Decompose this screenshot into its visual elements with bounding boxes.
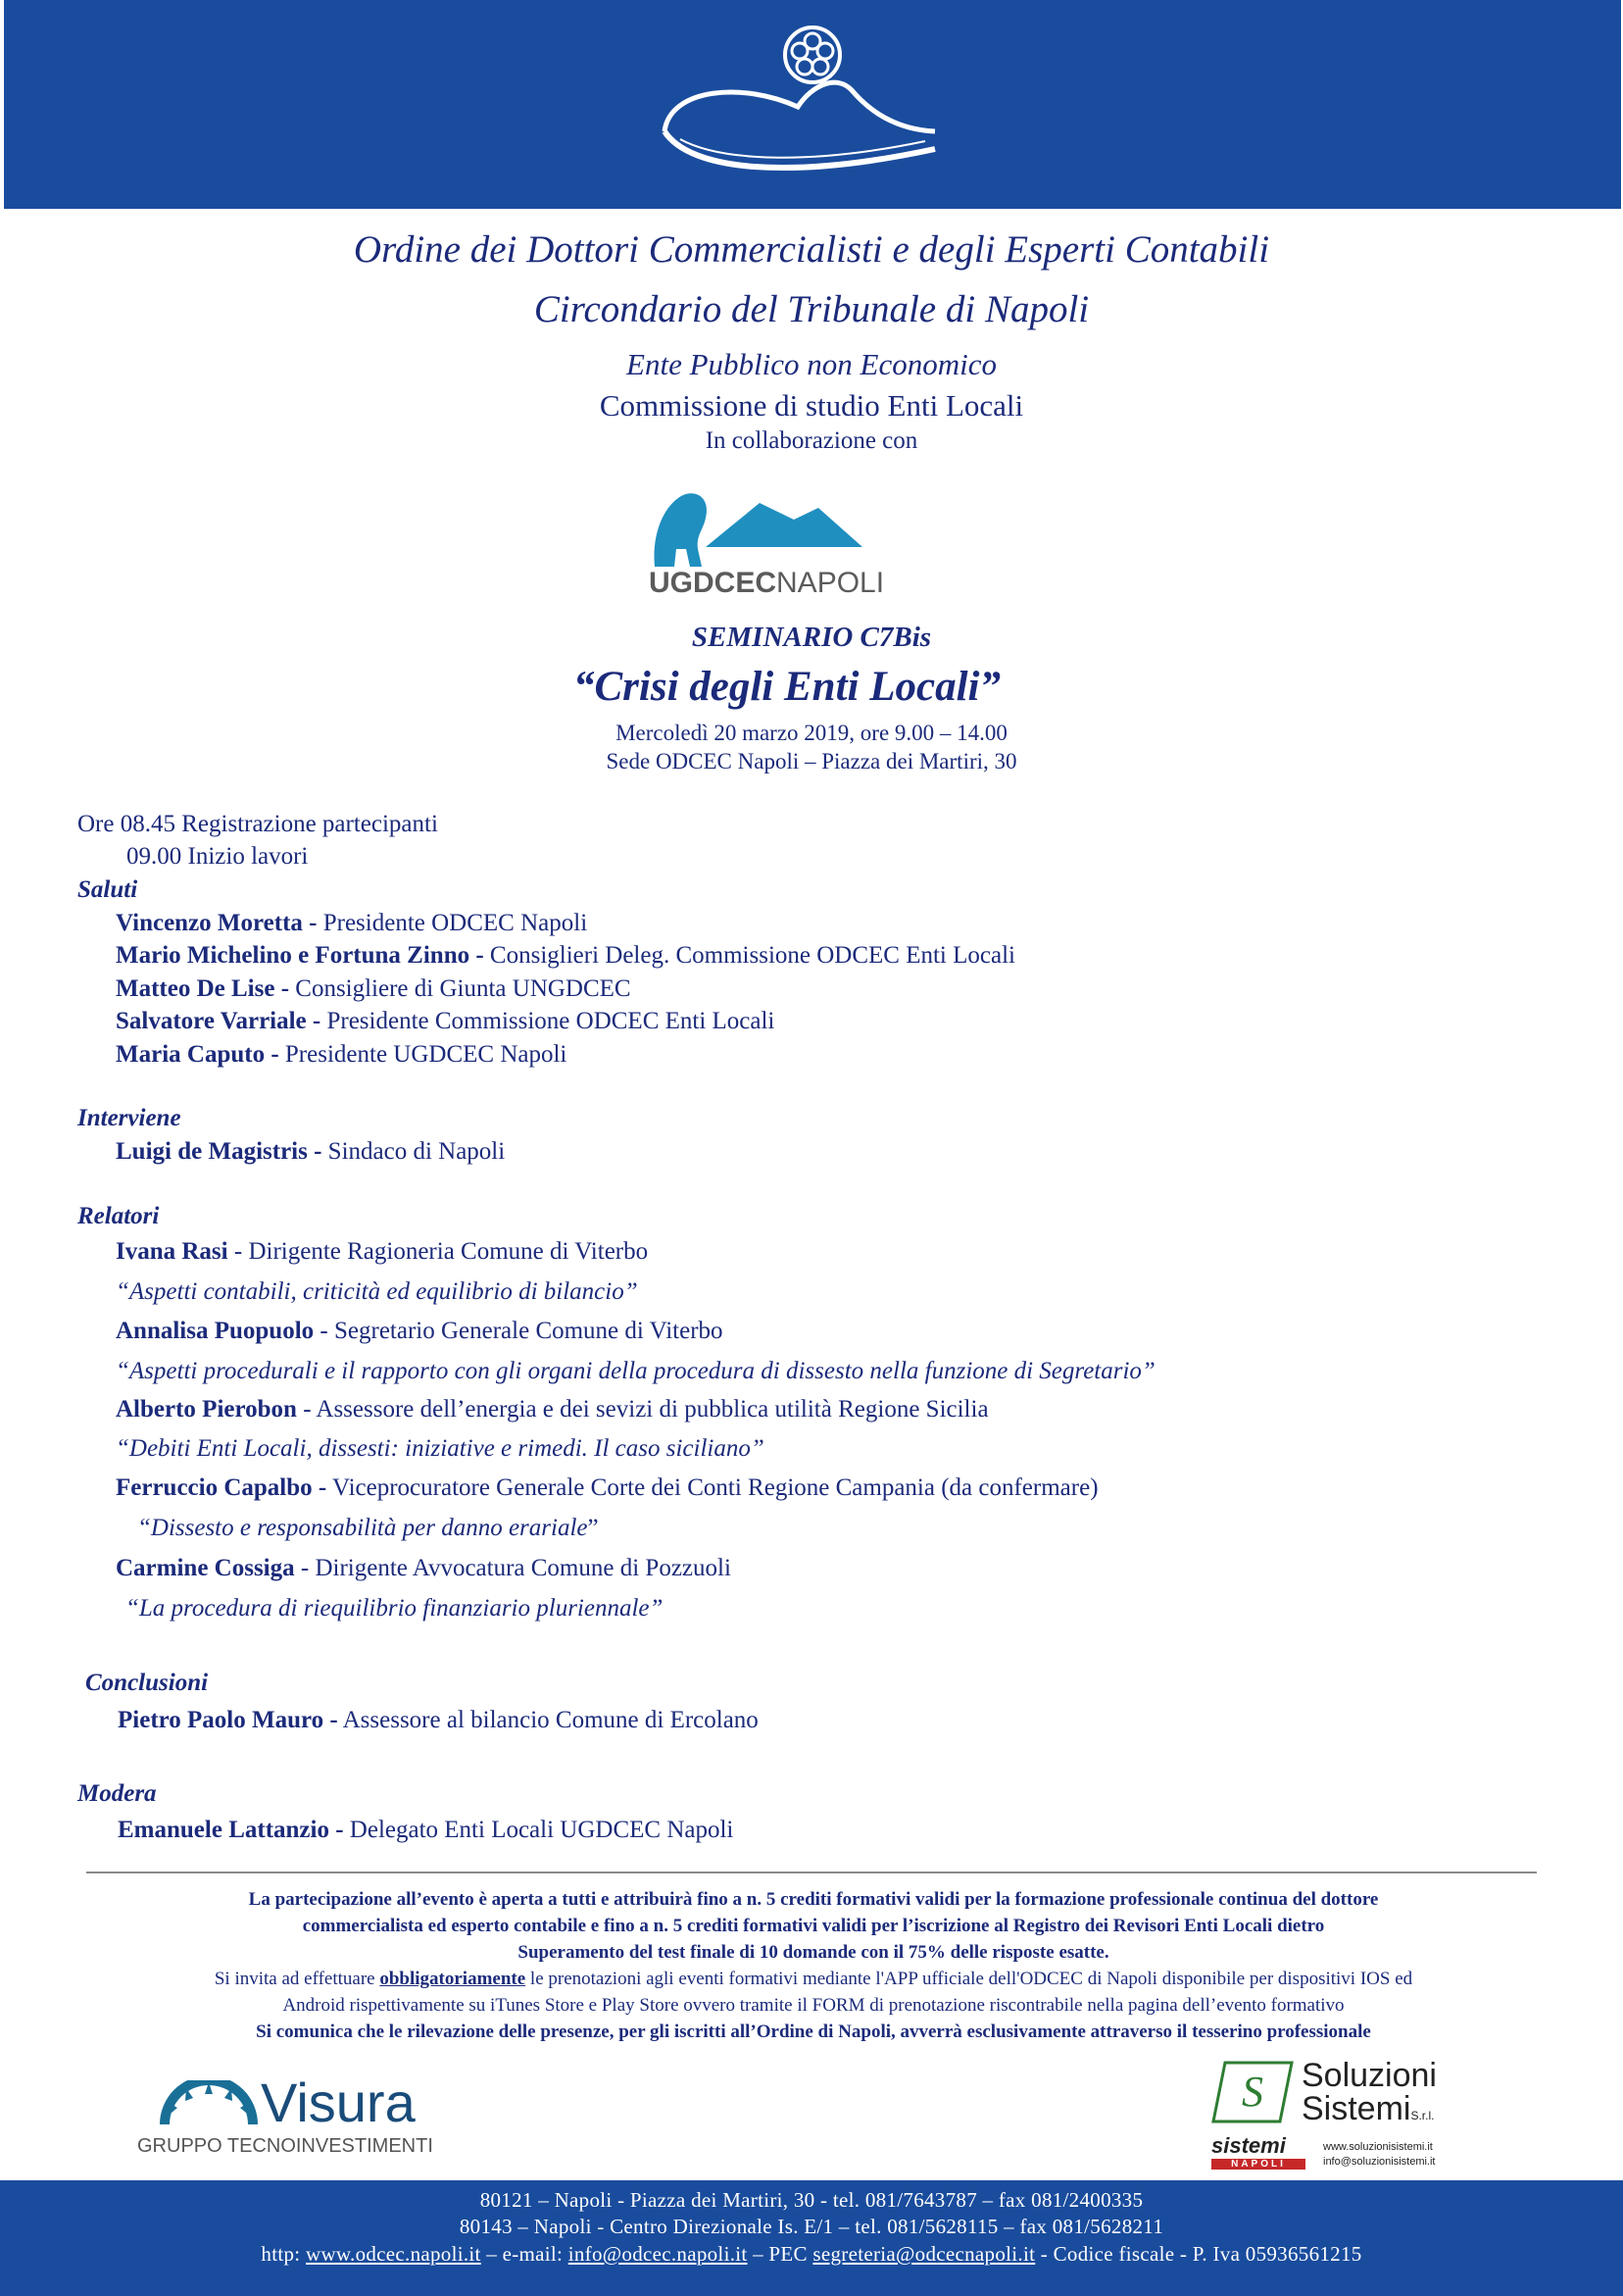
speaker-line: [116, 1555, 731, 1582]
visura-subtitle: GRUPPO TECNOINVESTIMENTI: [137, 2135, 433, 2157]
speaker-name: Alberto Pierobon: [116, 1396, 297, 1423]
footer-address-1: 80121 – Napoli - Piazza dei Martiri, 30 - tel. 081/7643787 – fax 081/2400335: [479, 2188, 1144, 2212]
section-conclusioni: Conclusioni: [85, 1670, 209, 1696]
talk-title: “Aspetti procedurali e il rapporto con gli organi della procedura di dissesto nella funzione di Segretario”: [116, 1358, 1156, 1384]
lion-mountain-icon: [647, 488, 872, 567]
attendance-note: Si comunica che le rilevazione delle presenze, per gli iscritti all’Ordine di Napoli, avverrà esclusivamente attraverso il tesserino professionale: [256, 2021, 1371, 2042]
soluzioni-mark-icon: [1211, 2061, 1294, 2123]
org-district: Circondario del Tribunale di Napoli: [533, 288, 1090, 330]
speaker-role: - Dirigente Ragioneria Comune di Viterbo: [227, 1238, 649, 1265]
talk-title: “Debiti Enti Locali, dissesti: iniziative e rimedi. Il caso siciliano”: [116, 1435, 764, 1462]
speaker-name: Annalisa Puopuolo: [116, 1318, 315, 1344]
speaker-name: Pietro Paolo Mauro -: [118, 1707, 338, 1733]
commission-name: Commissione di studio Enti Locali: [599, 388, 1024, 423]
booking-note-text: le prenotazioni agli eventi formativi mediante l'APP ufficiale dell'ODCEC di Napoli disponibile per dispositivi IOS ed: [525, 1969, 1413, 1989]
talk-title-text: “Dissesto e responsabilità per danno erariale: [137, 1515, 588, 1541]
footer-address-2: 80143 – Napoli - Centro Direzionale Is. E/1 – tel. 081/5628115 – fax 081/5628211: [459, 2215, 1164, 2238]
event-venue: Sede ODCEC Napoli – Piazza dei Martiri, 30: [606, 749, 1017, 774]
odcec-logo-icon: [651, 14, 945, 195]
schedule-start: 09.00 Inizio lavori: [126, 843, 309, 870]
soluzioni-email: info@soluzionisistemi.it: [1323, 2156, 1436, 2168]
speaker-line: [116, 1474, 1099, 1502]
speaker-role: Delegato Enti Locali UGDCEC Napoli: [343, 1817, 734, 1843]
speaker-name: Ivana Rasi: [116, 1238, 228, 1265]
booking-note-line: Android rispettivamente su iTunes Store e Play Store ovvero tramite il FORM di prenotazione riscontrabile nella pagina dell’evento formativo: [282, 1995, 1345, 2016]
speaker-line: [116, 1008, 774, 1035]
footer-http-label: http:: [261, 2242, 306, 2266]
credits-note-line: Superamento del test finale di 10 domande con il 75% delle risposte esatte.: [517, 1942, 1109, 1963]
sistemi-napoli-badge: [1211, 2133, 1317, 2172]
speaker-name: Salvatore Varriale -: [116, 1008, 321, 1034]
speaker-role: Presidente Commissione ODCEC Enti Locali: [320, 1008, 775, 1034]
svg-text:S: S: [1242, 2068, 1263, 2116]
ugdcec-logo: [637, 488, 951, 601]
speaker-line: [116, 942, 1015, 970]
speaker-line: [116, 1041, 566, 1069]
section-saluti: Saluti: [77, 876, 138, 903]
speaker-line: [116, 975, 631, 1003]
event-title: “Crisi degli Enti Locali”: [572, 664, 1001, 710]
talk-title: “La procedura di riequilibrio finanziario pluriennale”: [125, 1595, 664, 1622]
speaker-role: Presidente ODCEC Napoli: [317, 910, 588, 936]
speaker-line: [116, 1138, 505, 1166]
sistemi-name: Sistemi: [1302, 2090, 1411, 2127]
collaboration-label: In collaborazione con: [705, 427, 918, 454]
speaker-name: Maria Caputo -: [116, 1041, 279, 1068]
footer-tax-info: - Codice fiscale - P. Iva 05936561215: [1035, 2242, 1362, 2266]
visura-name: Visura: [261, 2071, 416, 2133]
srl-label: S.r.l.: [1410, 2109, 1435, 2122]
speaker-name: Carmine Cossiga: [116, 1555, 295, 1581]
visura-crown-icon: [155, 2080, 263, 2129]
section-modera: Modera: [77, 1780, 157, 1807]
section-relatori: Relatori: [77, 1203, 160, 1229]
footer-email-label: – e-mail:: [480, 2242, 568, 2266]
ugdcec-logo-text: UGDCEC: [649, 567, 777, 599]
speaker-line: [116, 1238, 648, 1266]
speaker-line: [116, 1396, 989, 1423]
speaker-role: - Segretario Generale Comune di Viterbo: [314, 1318, 723, 1344]
soluzioni-website: www.soluzionisistemi.it: [1323, 2141, 1433, 2153]
website-link[interactable]: www.odcec.napoli.it: [305, 2242, 481, 2266]
speaker-name: Emanuele Lattanzio -: [118, 1817, 344, 1843]
talk-title-end: ”: [587, 1515, 599, 1541]
email-link[interactable]: info@odcec.napoli.it: [567, 2242, 748, 2266]
speaker-role: Assessore al bilancio Comune di Ercolano: [337, 1707, 759, 1733]
speaker-name: Vincenzo Moretta -: [116, 910, 318, 936]
speaker-role: Sindaco di Napoli: [321, 1138, 506, 1165]
header-band: [4, 0, 1621, 209]
booking-note-text: Si invita ad effettuare: [214, 1969, 380, 1989]
speaker-name: Luigi de Magistris -: [116, 1138, 322, 1165]
talk-title: [137, 1515, 599, 1542]
seminar-label: SEMINARIO C7Bis: [691, 622, 932, 653]
speaker-name: Ferruccio Capalbo -: [116, 1474, 327, 1501]
credits-note-line: commercialista ed esperto contabile e fino a n. 5 crediti formativi validi per l’iscrizione al Registro dei Revisori Enti Locali dietro: [302, 1916, 1325, 1936]
org-type: Ente Pubblico non Economico: [626, 347, 997, 381]
credits-note-line: La partecipazione all’evento è aperta a tutti e attribuirà fino a n. 5 crediti formativi validi per la formazione professionale continua del dottore: [248, 1889, 1379, 1910]
sistemi-mark: sistemi: [1211, 2133, 1286, 2158]
speaker-line: [116, 1318, 723, 1345]
speaker-role: - Dirigente Avvocatura Comune di Pozzuoli: [294, 1555, 731, 1581]
booking-note-line: [59, 1969, 1568, 1990]
speaker-line: [118, 1817, 733, 1844]
event-date: Mercoledì 20 marzo 2019, ore 9.00 – 14.00: [615, 721, 1008, 745]
speaker-name: Matteo De Lise -: [116, 975, 290, 1002]
sistemi-napoli-label: NAPOLI: [1211, 2159, 1305, 2170]
visura-logo: [137, 2072, 470, 2161]
section-interviene: Interviene: [77, 1105, 181, 1131]
speaker-role: Consiglieri Deleg. Commissione ODCEC Enti Locali: [483, 942, 1015, 969]
speaker-role: Viceprocuratore Generale Corte dei Conti Regione Campania (da confermare): [326, 1474, 1099, 1501]
footer-contacts: [0, 2242, 1623, 2267]
napoli-logo-text: NAPOLI: [776, 567, 885, 599]
soluzioni-name: Soluzioni: [1302, 2057, 1437, 2094]
pec-link[interactable]: segreteria@odcecnapoli.it: [812, 2242, 1036, 2266]
speaker-name: Mario Michelino e Fortuna Zinno -: [116, 942, 484, 969]
soluzioni-sistemi-logo: [1211, 2059, 1476, 2176]
speaker-line: [116, 910, 587, 937]
divider: [86, 1872, 1537, 1873]
schedule-registration: Ore 08.45 Registrazione partecipanti: [77, 811, 438, 837]
booking-note-emphasis: obbligatoriamente: [379, 1969, 526, 1989]
speaker-line: [118, 1707, 759, 1734]
speaker-role: Presidente UGDCEC Napoli: [278, 1041, 567, 1068]
speaker-role: - Assessore dell’energia e dei sevizi di pubblica utilità Regione Sicilia: [296, 1396, 989, 1423]
org-name: Ordine dei Dottori Commercialisti e degli Esperti Contabili: [353, 228, 1270, 271]
talk-title: “Aspetti contabili, criticità ed equilibrio di bilancio”: [116, 1278, 638, 1305]
speaker-role: Consigliere di Giunta UNGDCEC: [289, 975, 631, 1002]
footer-pec-label: – PEC: [747, 2242, 813, 2266]
